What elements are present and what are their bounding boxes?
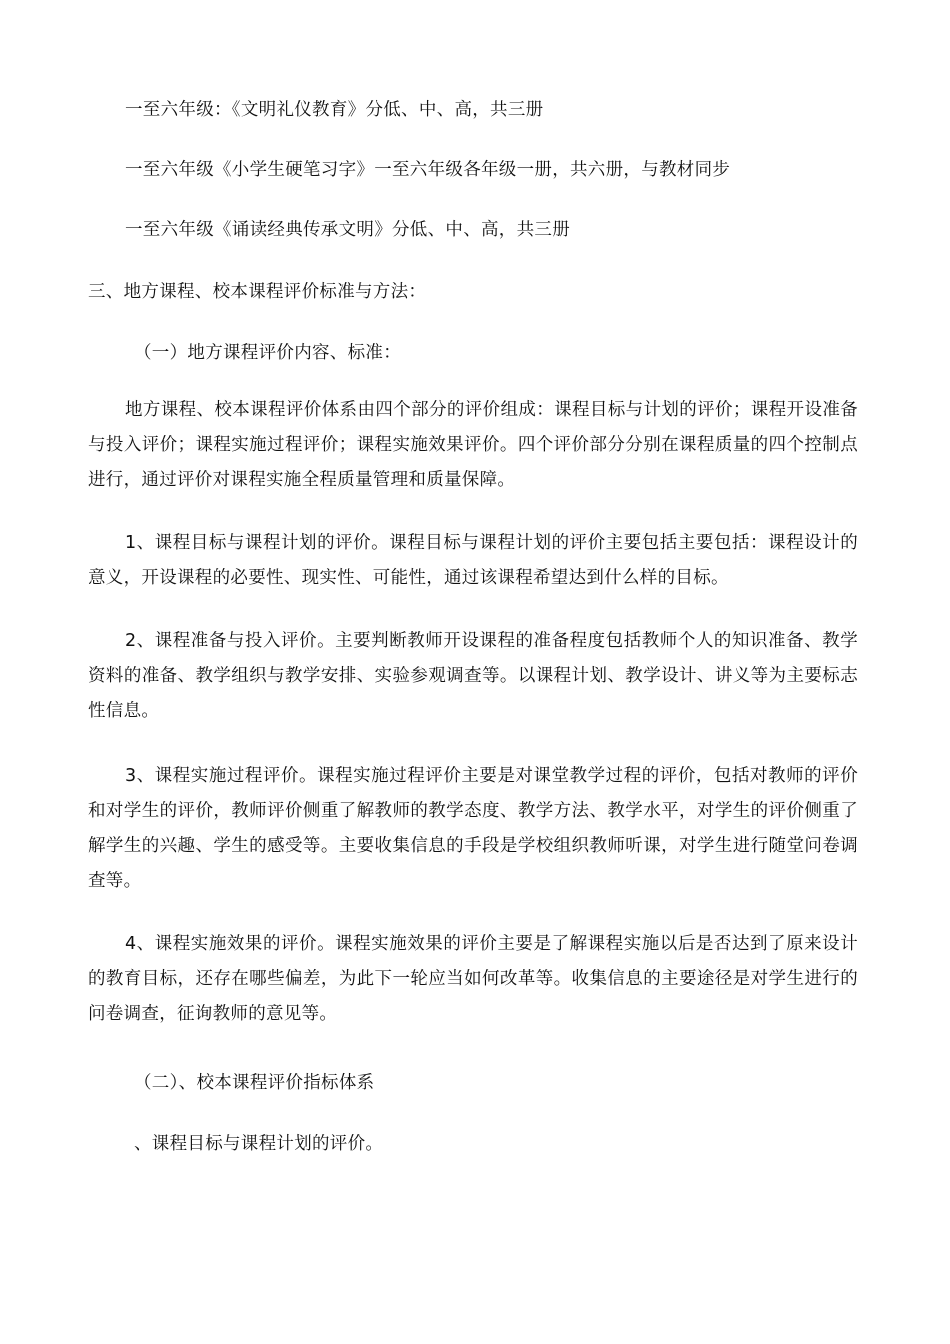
grade-line-classics: 一至六年级《诵读经典传承文明》分低、中、高，共三册 xyxy=(125,220,570,240)
subsection-two-heading: （二）、校本课程评价指标体系 xyxy=(134,1073,375,1093)
item-3-paragraph: 3、课程实施过程评价。课程实施过程评价主要是对课堂教学过程的评价，包括对教师的评价和对学生的评价，教师评价侧重了解教师的教学态度、教学方法、教学水平，对学生的评价侧重了解学生的兴趣、学生的感受等。主要收集信息的手段是学校组织教师听课，对学生进行随堂问卷调查等。 xyxy=(88,766,858,891)
subsection-one-heading: （一）地方课程评价内容、标准： xyxy=(134,343,401,363)
grade-line-etiquette: 一至六年级：《文明礼仪教育》分低、中、高，共三册 xyxy=(125,100,544,120)
intro-paragraph: 地方课程、校本课程评价体系由四个部分的评价组成：课程目标与计划的评价；课程开设准备与投入评价；课程实施过程评价；课程实施效果评价。四个评价部分分别在课程质量的四个控制点进行，通过评价对课程实施全程质量管理和质量保障。 xyxy=(88,400,858,490)
section-three-heading: 三、地方课程、校本课程评价标准与方法： xyxy=(88,282,427,302)
item-4-paragraph: 4、课程实施效果的评价。课程实施效果的评价主要是了解课程实施以后是否达到了原来设计的教育目标，还存在哪些偏差，为此下一轮应当如何改革等。收集信息的主要途径是对学生进行的问卷调查，征询教师的意见等。 xyxy=(88,934,858,1024)
last-line: 、课程目标与课程计划的评价。 xyxy=(134,1134,384,1154)
item-1-paragraph: 1、课程目标与课程计划的评价。课程目标与课程计划的评价主要包括主要包括：课程设计的意义，开设课程的必要性、现实性、可能性，通过该课程希望达到什么样的目标。 xyxy=(88,533,858,588)
grade-line-handwriting: 一至六年级《小学生硬笔习字》一至六年级各年级一册，共六册，与教材同步 xyxy=(125,160,731,180)
item-2-paragraph: 2、课程准备与投入评价。主要判断教师开设课程的准备程度包括教师个人的知识准备、教学资料的准备、教学组织与教学安排、实验参观调查等。以课程计划、教学设计、讲义等为主要标志性信息。 xyxy=(88,631,858,721)
